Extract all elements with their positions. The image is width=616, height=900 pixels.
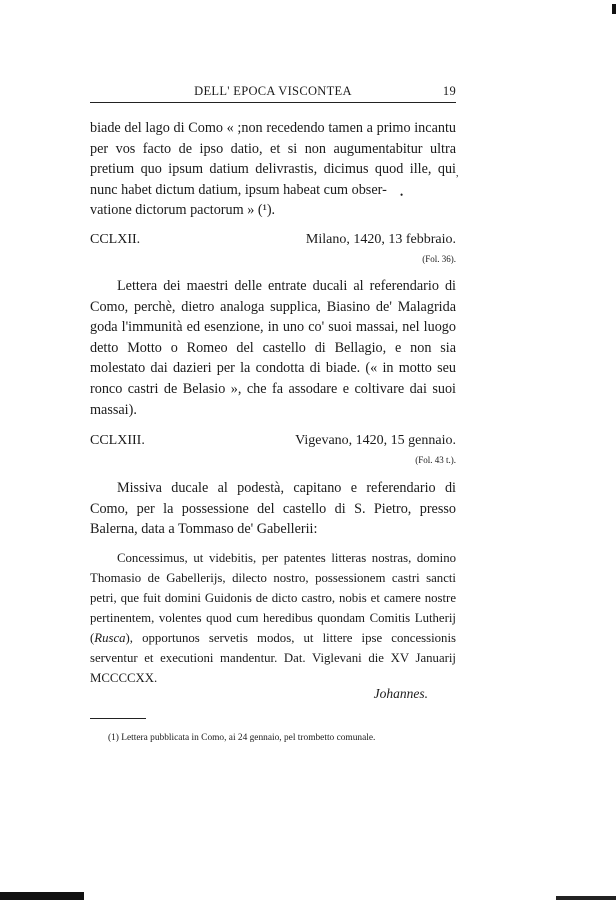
quote-text-before: Concessimus, ut videbitis, per patentes litteras nostras, domino Thomasio de Gabellerijs, dilecto nostro, possessionem castri sancti petri, que fuit domini Guidonis de dicto castro, nobis et camere nostre pertinentem, volentes quod cum heredibus quondam Comitis Lutherij ( — [90, 551, 456, 645]
page-number: 19 — [442, 84, 456, 98]
scan-corner-shadow — [556, 896, 616, 900]
document-folio: (Fol. 43 t.). — [415, 455, 456, 465]
quote-text-after: ), opportunos servetis modos, ut littere ipse concessionis serventur et executioni mandentur. Dat. Viglevani die XV Januarij MCCCCXX. — [90, 631, 456, 685]
document-place-date: Milano, 1420, 13 febbraio. — [305, 232, 456, 247]
footnote: (1) Lettera pubblicata in Como, ai 24 gennaio, pel trombetto comunale. — [108, 733, 376, 743]
signature: Johannes. — [373, 686, 428, 701]
margin-bullet-mark: • — [400, 190, 404, 200]
continuation-text: biade del lago di Como « ;non recedendo tamen a primo incantu per vos facto de ipso datio, et si non augumentabitur ultra pretium quo ipsum datium delivrastis, dicimus quod ille, qui nunc habet dictum datium, ipsum habeat cum obser- — [90, 120, 456, 198]
footnote-rule — [90, 718, 146, 719]
scan-edge-mark — [612, 4, 616, 14]
document-folio: (Fol. 36). — [422, 254, 456, 264]
summary-paragraph-ccLxii: Lettera dei maestri delle entrate ducali al referendario di Como, perchè, dietro analoga supplica, Biasino de' Malagrida goda l'immunità ed esenzione, in uno co' suoi massai, nel luogo detto Motto o Romeo del castello di Bellagio, e non sia molestato dai dazieri per la condotta di biade. (« in motto seu ronco castri de Belasio », che fa assodare e coltivare dai suoi massai). — [90, 278, 456, 418]
document-number: CCLXII. — [90, 232, 141, 247]
header-rule — [90, 102, 456, 103]
running-header — [90, 84, 456, 102]
document-number: CCLXIII. — [90, 433, 145, 448]
continuation-paragraph — [90, 118, 456, 221]
latin-quotation — [90, 548, 456, 688]
margin-comma-mark: , — [456, 168, 459, 179]
scan-edge-shadow — [0, 892, 84, 900]
document-place-date: Vigevano, 1420, 15 gennaio. — [295, 433, 456, 448]
continuation-last-line: vatione dictorum pactorum » (¹). — [90, 202, 276, 219]
summary-paragraph-ccLxiii: Missiva ducale al podestà, capitano e referendario di Como, per la possessione del castello di S. Pietro, presso Balerna, data a Tommaso de' Gabellerii: — [90, 480, 456, 538]
header-title: DELL' EPOCA VISCONTEA — [194, 84, 352, 98]
quote-italic-name: Rusca — [94, 631, 126, 645]
